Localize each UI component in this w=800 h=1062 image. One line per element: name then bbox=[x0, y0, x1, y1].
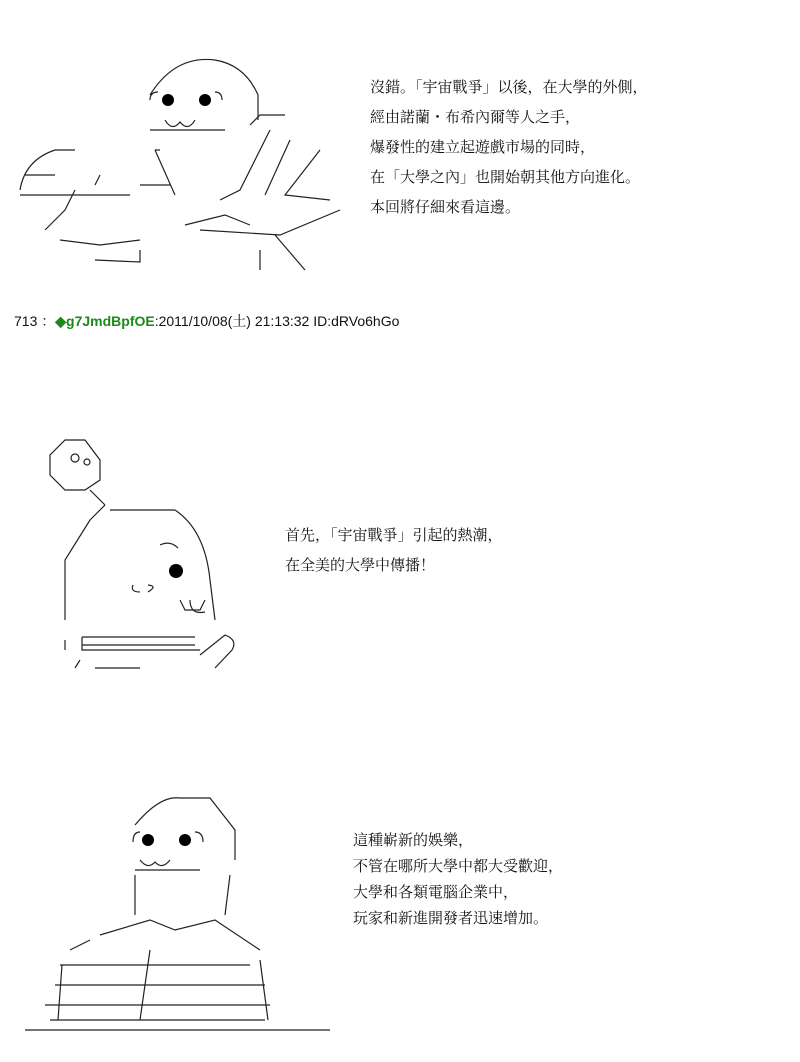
ascii-art-character-3 bbox=[25, 798, 330, 1030]
post-header bbox=[14, 311, 399, 331]
ascii-art-character-2 bbox=[50, 440, 234, 668]
text-line: 這種嶄新的娛樂， bbox=[353, 831, 474, 849]
text-line: 爆發性的建立起遊戲市場的同時， bbox=[370, 138, 596, 156]
text-line: 玩家和新進開發者迅速增加。 bbox=[353, 909, 549, 927]
text-line: 沒錯。「宇宙戰爭」以後，在大學的外側， bbox=[370, 78, 648, 96]
post-3-text bbox=[353, 827, 563, 931]
text-line: 不管在哪所大學中都大受歡迎， bbox=[353, 857, 564, 875]
post-1-text bbox=[370, 72, 648, 222]
text-line: 首先，「宇宙戰爭」引起的熱潮， bbox=[285, 526, 503, 544]
ascii-art-character-1 bbox=[20, 59, 340, 270]
post-datetime: :2011/10/08(土) 21:13:32 bbox=[154, 313, 310, 329]
text-line: 大學和各類電腦企業中， bbox=[353, 883, 519, 901]
post-2-text bbox=[285, 520, 503, 580]
text-line: 在全美的大學中傳播！ bbox=[285, 556, 436, 574]
text-line: 在「大學之內」也開始朝其他方向進化。 bbox=[370, 168, 641, 186]
poster-id: ID:dRVo6hGo bbox=[313, 313, 400, 329]
trip-diamond-icon: ◆ bbox=[55, 313, 67, 329]
separator: ： bbox=[41, 313, 56, 329]
post-number[interactable]: 713 bbox=[14, 313, 38, 329]
text-line: 本回將仔細來看這邊。 bbox=[370, 198, 521, 216]
poster-trip: g7JmdBpfOE bbox=[66, 313, 155, 329]
text-line: 經由諾蘭・布希內爾等人之手， bbox=[370, 108, 581, 126]
